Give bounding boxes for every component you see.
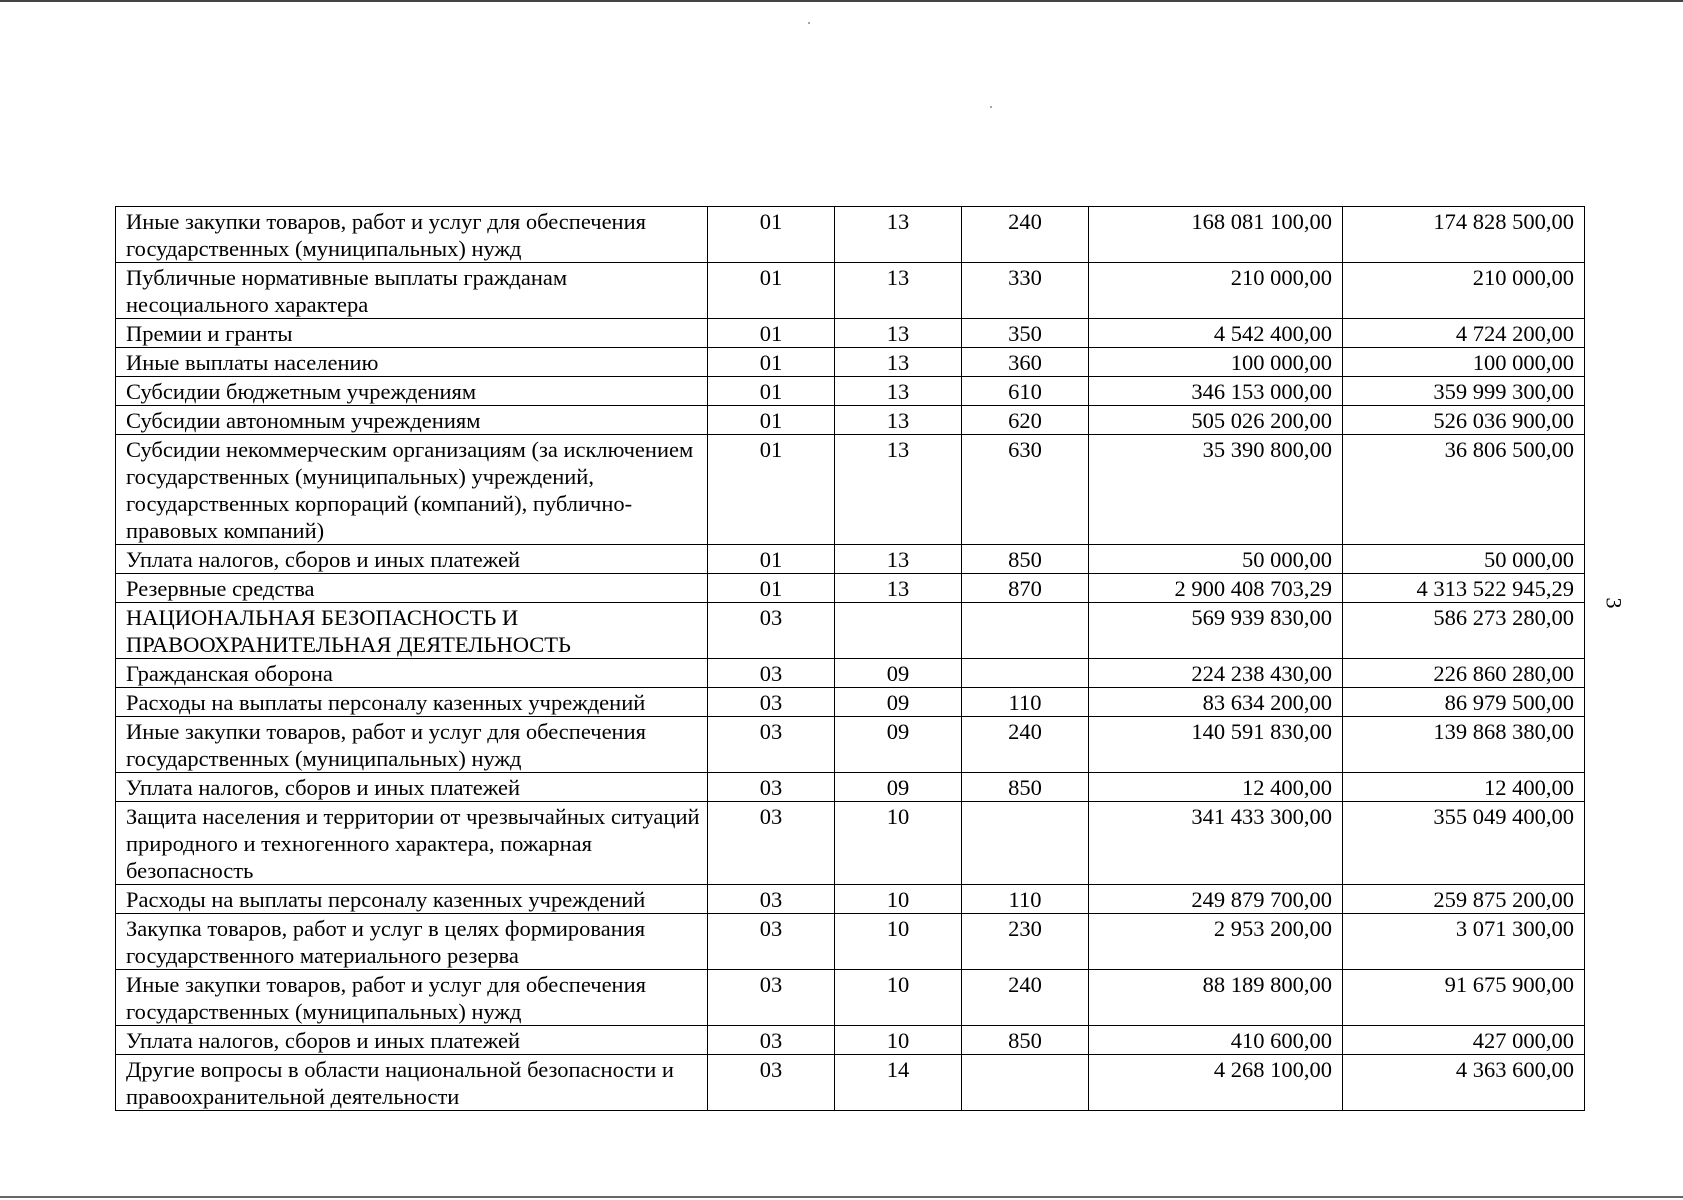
row-section-code-cell: 01 bbox=[708, 545, 835, 574]
row-amount-year2-cell: 4 724 200,00 bbox=[1343, 319, 1585, 348]
row-amount-year2-cell: 4 313 522 945,29 bbox=[1343, 574, 1585, 603]
row-subsection-code-cell: 13 bbox=[835, 207, 962, 263]
row-amount-year2-cell: 359 999 300,00 bbox=[1343, 377, 1585, 406]
table-row bbox=[116, 574, 1585, 603]
row-expense-type-code-cell: 850 bbox=[962, 1026, 1089, 1055]
row-subsection-code-cell: 09 bbox=[835, 773, 962, 802]
row-expense-type-code-cell: 240 bbox=[962, 970, 1089, 1026]
row-name-cell: Иные закупки товаров, работ и услуг для обеспечения государственных (муниципальных) нужд bbox=[116, 717, 708, 773]
row-amount-year2-cell: 50 000,00 bbox=[1343, 545, 1585, 574]
row-name-cell: Уплата налогов, сборов и иных платежей bbox=[116, 1026, 708, 1055]
row-subsection-code-cell: 13 bbox=[835, 406, 962, 435]
row-subsection-code-cell: 10 bbox=[835, 885, 962, 914]
row-amount-year2-cell: 86 979 500,00 bbox=[1343, 688, 1585, 717]
row-section-code-cell: 03 bbox=[708, 773, 835, 802]
row-expense-type-code-cell: 620 bbox=[962, 406, 1089, 435]
row-amount-year1-cell: 35 390 800,00 bbox=[1089, 435, 1343, 545]
table-row bbox=[116, 773, 1585, 802]
row-expense-type-code-cell: 360 bbox=[962, 348, 1089, 377]
page-number: 3 bbox=[1601, 597, 1627, 609]
row-expense-type-code-cell: 630 bbox=[962, 435, 1089, 545]
row-section-code-cell: 01 bbox=[708, 207, 835, 263]
row-subsection-code-cell: 10 bbox=[835, 970, 962, 1026]
table-row bbox=[116, 319, 1585, 348]
row-name-cell: Другие вопросы в области национальной безопасности и правоохранительной деятельности bbox=[116, 1055, 708, 1111]
row-section-code-cell: 03 bbox=[708, 603, 835, 659]
row-amount-year2-cell: 4 363 600,00 bbox=[1343, 1055, 1585, 1111]
table-row bbox=[116, 377, 1585, 406]
row-amount-year1-cell: 346 153 000,00 bbox=[1089, 377, 1343, 406]
row-expense-type-code-cell: 350 bbox=[962, 319, 1089, 348]
row-subsection-code-cell: 09 bbox=[835, 659, 962, 688]
row-section-code-cell: 03 bbox=[708, 1026, 835, 1055]
row-name-cell: Расходы на выплаты персоналу казенных учреждений bbox=[116, 885, 708, 914]
row-name-cell: Иные закупки товаров, работ и услуг для обеспечения государственных (муниципальных) нужд bbox=[116, 207, 708, 263]
row-amount-year2-cell: 139 868 380,00 bbox=[1343, 717, 1585, 773]
row-section-code-cell: 03 bbox=[708, 659, 835, 688]
row-name-cell: Закупка товаров, работ и услуг в целях формирования государственного материального резерва bbox=[116, 914, 708, 970]
row-expense-type-code-cell: 330 bbox=[962, 263, 1089, 319]
row-amount-year2-cell: 210 000,00 bbox=[1343, 263, 1585, 319]
table-row bbox=[116, 885, 1585, 914]
row-amount-year2-cell: 259 875 200,00 bbox=[1343, 885, 1585, 914]
table-row bbox=[116, 545, 1585, 574]
row-amount-year1-cell: 505 026 200,00 bbox=[1089, 406, 1343, 435]
row-name-cell: Гражданская оборона bbox=[116, 659, 708, 688]
row-amount-year1-cell: 2 900 408 703,29 bbox=[1089, 574, 1343, 603]
table-row bbox=[116, 603, 1585, 659]
row-expense-type-code-cell: 110 bbox=[962, 688, 1089, 717]
row-amount-year1-cell: 140 591 830,00 bbox=[1089, 717, 1343, 773]
table-row bbox=[116, 688, 1585, 717]
row-name-cell: Резервные средства bbox=[116, 574, 708, 603]
row-expense-type-code-cell: 240 bbox=[962, 207, 1089, 263]
table-row bbox=[116, 1026, 1585, 1055]
row-expense-type-code-cell: 850 bbox=[962, 773, 1089, 802]
row-subsection-code-cell bbox=[835, 603, 962, 659]
row-amount-year2-cell: 586 273 280,00 bbox=[1343, 603, 1585, 659]
row-expense-type-code-cell: 850 bbox=[962, 545, 1089, 574]
row-section-code-cell: 03 bbox=[708, 1055, 835, 1111]
row-amount-year1-cell: 12 400,00 bbox=[1089, 773, 1343, 802]
row-section-code-cell: 01 bbox=[708, 377, 835, 406]
row-amount-year2-cell: 526 036 900,00 bbox=[1343, 406, 1585, 435]
table-row bbox=[116, 970, 1585, 1026]
row-section-code-cell: 03 bbox=[708, 802, 835, 885]
row-section-code-cell: 03 bbox=[708, 717, 835, 773]
row-section-code-cell: 01 bbox=[708, 574, 835, 603]
row-subsection-code-cell: 13 bbox=[835, 435, 962, 545]
row-amount-year2-cell: 12 400,00 bbox=[1343, 773, 1585, 802]
row-expense-type-code-cell: 870 bbox=[962, 574, 1089, 603]
row-name-cell: Уплата налогов, сборов и иных платежей bbox=[116, 545, 708, 574]
scan-edge-top bbox=[0, 0, 1683, 2]
row-expense-type-code-cell bbox=[962, 802, 1089, 885]
row-amount-year1-cell: 88 189 800,00 bbox=[1089, 970, 1343, 1026]
row-amount-year1-cell: 4 542 400,00 bbox=[1089, 319, 1343, 348]
row-subsection-code-cell: 10 bbox=[835, 1026, 962, 1055]
row-name-cell: Премии и гранты bbox=[116, 319, 708, 348]
row-section-code-cell: 01 bbox=[708, 435, 835, 545]
row-expense-type-code-cell bbox=[962, 603, 1089, 659]
row-section-code-cell: 01 bbox=[708, 263, 835, 319]
row-expense-type-code-cell: 230 bbox=[962, 914, 1089, 970]
table-row bbox=[116, 406, 1585, 435]
row-expense-type-code-cell: 610 bbox=[962, 377, 1089, 406]
row-amount-year1-cell: 410 600,00 bbox=[1089, 1026, 1343, 1055]
row-name-cell: Субсидии некоммерческим организациям (за исключением государственных (муниципальных) учреждений, государственных корпораций (компаний), публично-правовых компаний) bbox=[116, 435, 708, 545]
row-amount-year1-cell: 224 238 430,00 bbox=[1089, 659, 1343, 688]
row-amount-year2-cell: 427 000,00 bbox=[1343, 1026, 1585, 1055]
row-subsection-code-cell: 13 bbox=[835, 574, 962, 603]
row-subsection-code-cell: 09 bbox=[835, 688, 962, 717]
table-row bbox=[116, 717, 1585, 773]
scan-speck bbox=[808, 22, 810, 24]
row-section-code-cell: 01 bbox=[708, 319, 835, 348]
row-amount-year1-cell: 210 000,00 bbox=[1089, 263, 1343, 319]
row-subsection-code-cell: 13 bbox=[835, 348, 962, 377]
row-name-cell: НАЦИОНАЛЬНАЯ БЕЗОПАСНОСТЬ И ПРАВООХРАНИТЕЛЬНАЯ ДЕЯТЕЛЬНОСТЬ bbox=[116, 603, 708, 659]
row-amount-year1-cell: 100 000,00 bbox=[1089, 348, 1343, 377]
row-amount-year2-cell: 3 071 300,00 bbox=[1343, 914, 1585, 970]
row-expense-type-code-cell: 110 bbox=[962, 885, 1089, 914]
row-amount-year1-cell: 569 939 830,00 bbox=[1089, 603, 1343, 659]
row-subsection-code-cell: 13 bbox=[835, 377, 962, 406]
row-section-code-cell: 01 bbox=[708, 348, 835, 377]
table-row bbox=[116, 659, 1585, 688]
table-row bbox=[116, 348, 1585, 377]
row-name-cell: Иные выплаты населению bbox=[116, 348, 708, 377]
table-row bbox=[116, 1055, 1585, 1111]
row-amount-year1-cell: 168 081 100,00 bbox=[1089, 207, 1343, 263]
row-name-cell: Защита населения и территории от чрезвычайных ситуаций природного и техногенного характера, пожарная безопасность bbox=[116, 802, 708, 885]
row-subsection-code-cell: 10 bbox=[835, 802, 962, 885]
table-row bbox=[116, 263, 1585, 319]
row-subsection-code-cell: 14 bbox=[835, 1055, 962, 1111]
row-amount-year1-cell: 83 634 200,00 bbox=[1089, 688, 1343, 717]
row-amount-year2-cell: 100 000,00 bbox=[1343, 348, 1585, 377]
row-amount-year1-cell: 50 000,00 bbox=[1089, 545, 1343, 574]
table-row bbox=[116, 914, 1585, 970]
budget-table-body bbox=[116, 207, 1585, 1111]
row-subsection-code-cell: 13 bbox=[835, 545, 962, 574]
row-name-cell: Субсидии бюджетным учреждениям bbox=[116, 377, 708, 406]
row-name-cell: Уплата налогов, сборов и иных платежей bbox=[116, 773, 708, 802]
row-section-code-cell: 03 bbox=[708, 688, 835, 717]
row-amount-year2-cell: 174 828 500,00 bbox=[1343, 207, 1585, 263]
row-name-cell: Субсидии автономным учреждениям bbox=[116, 406, 708, 435]
row-amount-year1-cell: 4 268 100,00 bbox=[1089, 1055, 1343, 1111]
row-expense-type-code-cell bbox=[962, 1055, 1089, 1111]
row-amount-year1-cell: 249 879 700,00 bbox=[1089, 885, 1343, 914]
row-name-cell: Публичные нормативные выплаты гражданам несоциального характера bbox=[116, 263, 708, 319]
table-row bbox=[116, 435, 1585, 545]
row-amount-year2-cell: 226 860 280,00 bbox=[1343, 659, 1585, 688]
row-subsection-code-cell: 10 bbox=[835, 914, 962, 970]
row-subsection-code-cell: 13 bbox=[835, 263, 962, 319]
row-section-code-cell: 03 bbox=[708, 914, 835, 970]
row-name-cell: Иные закупки товаров, работ и услуг для обеспечения государственных (муниципальных) нужд bbox=[116, 970, 708, 1026]
budget-table bbox=[115, 206, 1585, 1111]
row-expense-type-code-cell: 240 bbox=[962, 717, 1089, 773]
table-row bbox=[116, 802, 1585, 885]
scan-edge-bottom bbox=[0, 1196, 1683, 1198]
row-section-code-cell: 03 bbox=[708, 885, 835, 914]
table-row bbox=[116, 207, 1585, 263]
row-section-code-cell: 03 bbox=[708, 970, 835, 1026]
row-expense-type-code-cell bbox=[962, 659, 1089, 688]
row-amount-year1-cell: 341 433 300,00 bbox=[1089, 802, 1343, 885]
row-amount-year2-cell: 91 675 900,00 bbox=[1343, 970, 1585, 1026]
row-amount-year2-cell: 36 806 500,00 bbox=[1343, 435, 1585, 545]
row-subsection-code-cell: 13 bbox=[835, 319, 962, 348]
row-subsection-code-cell: 09 bbox=[835, 717, 962, 773]
row-amount-year1-cell: 2 953 200,00 bbox=[1089, 914, 1343, 970]
row-name-cell: Расходы на выплаты персоналу казенных учреждений bbox=[116, 688, 708, 717]
scan-speck bbox=[990, 106, 992, 108]
row-amount-year2-cell: 355 049 400,00 bbox=[1343, 802, 1585, 885]
row-section-code-cell: 01 bbox=[708, 406, 835, 435]
